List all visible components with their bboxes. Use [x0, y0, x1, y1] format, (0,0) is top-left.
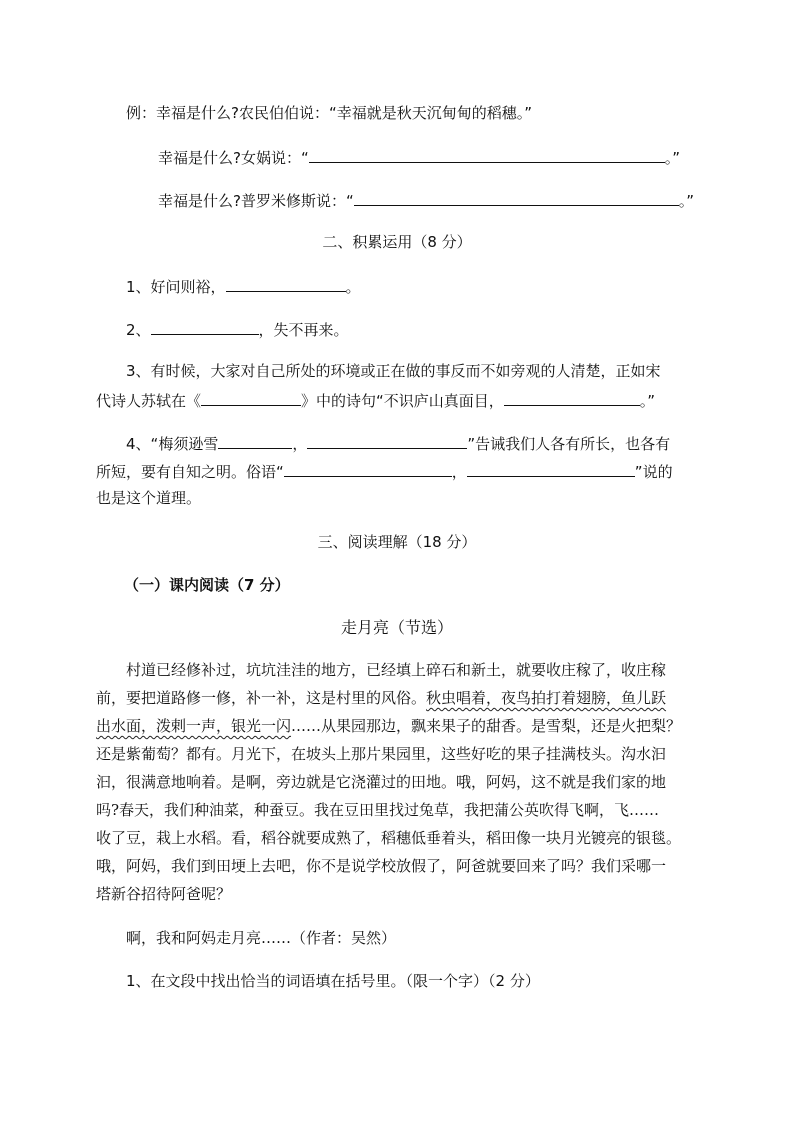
- passage-line-7: 收了豆，栽上水稻。看，稻谷就要成熟了，稻穗低垂着头，稻田像一块月光镀亮的银毯。: [96, 829, 682, 847]
- example-text-3-prefix: 幸福是什么?普罗米修斯说：“: [158, 192, 354, 210]
- passage-line-2-wavy: 秋虫唱着，夜鸟拍打着翅膀，鱼儿跃: [426, 689, 667, 707]
- section3-q1: 1、在文段中找出恰当的词语填在括号里。（限一个字）（2 分）: [126, 972, 540, 990]
- passage-title: 走月亮（节选）: [340, 618, 453, 637]
- section2-q2: [126, 318, 349, 340]
- q4-text-1a: 4、“梅须逊雪: [126, 435, 219, 453]
- passage-author: （作者：吴然）: [291, 929, 397, 947]
- passage-closing-text: 啊，我和阿妈走月亮……: [126, 929, 292, 947]
- answer-blank-q3-poem[interactable]: [504, 389, 640, 406]
- passage-closing: [126, 928, 396, 948]
- example-line-1: [126, 103, 532, 123]
- section2-q4-line2: [96, 460, 673, 482]
- passage-line-6: 吗?春天，我们种油菜，种蚕豆。我在豆田里找过兔草，我把蒲公英吹得飞啊，飞……: [96, 801, 660, 819]
- answer-blank-q4-b[interactable]: [307, 432, 467, 449]
- section2-q4-line1: [126, 432, 670, 454]
- q3-text-2a: 代诗人苏轼在《: [96, 392, 202, 410]
- passage-line-3-text: ……从果园那边，飘来果子的甜香。是雪梨，还是火把梨？: [291, 717, 682, 735]
- passage-line-9: 塔新谷招待阿爸呢？: [96, 885, 232, 903]
- q2-prefix: 2、: [126, 321, 151, 339]
- answer-blank-q3-title[interactable]: [201, 389, 301, 406]
- section2-q3-line1: [126, 361, 661, 381]
- example-text-2-suffix: 。”: [664, 149, 681, 167]
- answer-blank-q4-c[interactable]: [284, 460, 452, 477]
- section2-q1: [126, 275, 361, 297]
- q3-text-1: 3、有时候，大家对自己所处的环境或正在做的事反而不如旁观的人清楚，正如宋: [126, 362, 661, 380]
- section2-q4-line3: [96, 488, 201, 508]
- q3-text-2c: 。”: [639, 392, 656, 410]
- passage-line-4: 还是紫葡萄？都有。月光下，在坡头上那片果园里，这些好吃的果子挂满枝头。沟水汩: [96, 745, 667, 763]
- answer-blank-q4-a[interactable]: [218, 432, 292, 449]
- q4-text-3: 也是这个道理。: [96, 489, 202, 507]
- section3-subtitle: （一）课内阅读（7 分）: [124, 576, 290, 594]
- passage-line-2-text: 前，要把道路修一修，补一补，这是村里的风俗。: [96, 689, 427, 707]
- passage-line-3-wavy: 出水面，泼剌一声，银光一闪: [96, 717, 292, 735]
- q1-suffix: 。: [345, 278, 361, 296]
- q4-text-1b: ，: [292, 435, 308, 453]
- q4-text-1c: ”告诫我们人各有所长，也各有: [467, 435, 671, 453]
- q4-text-2a: 所短，要有自知之明。俗语“: [96, 463, 284, 481]
- section2-q3-line2: [96, 389, 655, 411]
- answer-blank-nuwa[interactable]: [309, 146, 665, 163]
- example-line-3: [158, 189, 694, 211]
- answer-blank-q4-d[interactable]: [467, 460, 635, 477]
- example-text-3-suffix: 。”: [678, 192, 695, 210]
- q4-text-2c: ”说的: [634, 463, 673, 481]
- passage-line-3: [96, 716, 681, 736]
- example-text-2-prefix: 幸福是什么?女娲说：“: [158, 149, 309, 167]
- q2-suffix: ，失不再来。: [258, 321, 349, 339]
- passage-line-2: [96, 688, 666, 708]
- section2-title: 二、积累运用（8 分）: [322, 233, 472, 251]
- q4-text-2b: ，: [451, 463, 467, 481]
- answer-blank-q2[interactable]: [151, 318, 259, 335]
- passage-line-1: 村道已经修补过，坑坑洼洼的地方，已经填上碎石和新土，就要收庄稼了，收庄稼: [126, 661, 667, 679]
- q1-prefix: 1、好问则裕，: [126, 278, 226, 296]
- example-line-2: [158, 146, 680, 168]
- q3-text-2b: 》中的诗句“不识庐山真面目，: [301, 392, 504, 410]
- passage-line-5: 汩，很满意地响着。是啊，旁边就是它浇灌过的田地。哦，阿妈，这不就是我们家的地: [96, 773, 667, 791]
- section3-title: 三、阅读理解（18 分）: [317, 533, 477, 551]
- example-text-1: 例：幸福是什么?农民伯伯说：“幸福就是秋天沉甸甸的稻穗。”: [126, 104, 533, 122]
- answer-blank-prometheus[interactable]: [354, 189, 679, 206]
- passage-line-8: 哦，阿妈，我们到田埂上去吧，你不是说学校放假了，阿爸就要回来了吗？我们采哪一: [96, 857, 667, 875]
- answer-blank-q1[interactable]: [226, 275, 346, 292]
